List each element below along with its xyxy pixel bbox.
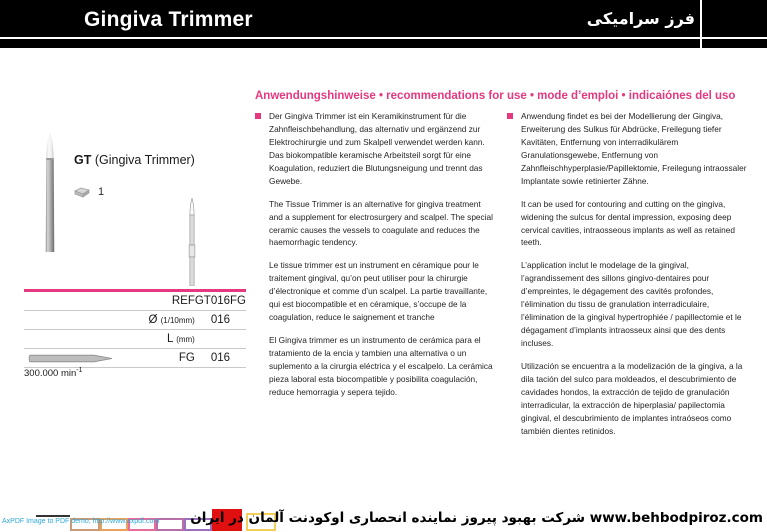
row-value [195,330,246,349]
row-label [133,349,195,368]
row-label [133,330,195,349]
gingiva-trimmer-instrument-icon [42,132,58,252]
paragraph-text: L’application inclut le modelage de la gingival, l’agrandissement des sillons gingivo-dentaires pour d’empreintes, le dégagement des cavités profondes, l’élimination du tissu de granulation interradiculaire, l’élimination de la gingival hypertrophiée / papillectomie et le dégagament d’implants intraosseux ainsi que des dents incluses. [521,260,742,348]
paragraph [255,334,495,399]
paragraph [507,259,747,350]
paragraph-text: Le tissue trimmer est un instrument en céramique pour le traitement gingival, qu’on peut utiliser pour la chirurgie d’électronique et comme d’un scalpel. La partie travaillante, qui est biocompatible et en céramique, s’occupe de la coagulation, reduce le saignement et tranche [269,260,488,323]
shank-cell [24,292,133,311]
box-icon [74,186,90,198]
table-row [24,292,246,311]
header-bar-secondary [0,39,767,48]
row-value: GT016FG [194,295,246,307]
max-speed-exponent: -1 [76,367,83,374]
product-panel [0,48,252,508]
max-speed-label [24,367,83,379]
paragraph-text: El Gingiva trimmer es un instrumento de cerámica para el tratamiento de la encia y tambien una alternativa o un suplemento a la cirurgia eléctrica y el escalpelo. La cerámica pieza laboral esta biocompatible y posibilita coagulación, reduce hemorragia y sepera tejido. [269,335,493,397]
paragraph [255,110,495,188]
pack-quantity-value: 1 [98,186,105,198]
pack-quantity-row [74,186,104,198]
paragraph [507,110,747,188]
shank-cell [24,349,133,368]
row-value: 016 [210,352,231,364]
table-row [24,330,246,349]
watermark-text: AxPDF Image to PDF demo, http://www.axpdf.com [2,518,160,525]
paragraph-text: Anwendung findet es bei der Modellierung der Gingiva, Erweiterung des Sulkus für Abdrücke, Freilegung tiefer Kavitäten, Entfernung von interradikulärem Granulationsgewebe, Entfernung von Zahnfleischhyperplasie/Papillektomie, Freilegung intraossaler Implantate sowie retinierter Zähne. [521,111,747,186]
paragraph-text: The Tissue Trimmer is an alternative for gingiva treatment and a supplement for electrosurgery and scalpel. The special ceramic causes the vessels to coagulate and reduces the haemorrhagic tendency. [269,198,493,248]
row-label [133,311,195,330]
row-label-text: L [167,333,173,345]
specification-table [24,292,246,368]
table-row [24,311,246,330]
paragraph [507,360,747,438]
gingiva-trimmer-tip-icon [186,198,198,286]
footer-farsi: شرکت بهبود پیروز نماینده انحصاری اوکودنت آلمان در ایران [190,510,586,526]
shank-fg-icon [28,354,114,363]
row-label-text: Ø [148,314,158,326]
bullet-square-icon [507,113,513,119]
paragraph-text: It can be used for contouring and cutting on the gingiva, widening the sulcus for dental impression, exposing deep cervical cavities, intraosseous implants as well as retained teeth. [521,198,735,248]
shank-cell [24,330,133,349]
max-speed-value: 300.000 min [24,368,77,380]
product-code: GT [74,153,92,167]
header-farsi-title: فرز سرامیکی [586,9,695,28]
footer-company-text [190,510,763,526]
column-right [507,110,747,448]
column-left [255,110,495,409]
row-label-text: REF [171,295,195,307]
product-code-name: (Gingiva Trimmer) [94,153,195,167]
row-label-unit: (1/10mm) [160,316,195,325]
watermark-box [36,506,70,517]
row-label-unit: (mm) [176,335,195,344]
paragraph [507,198,747,250]
row-label [133,292,195,311]
table-row [24,349,246,368]
header-divider-secondary [700,39,702,48]
product-code-label [74,153,195,167]
paragraph [255,198,495,250]
section-title: Anwendungshinweise • recommendations for use • mode d’emploi • indicaiónes del uso [255,90,736,102]
footer-url[interactable]: www.behbodpiroz.com [589,510,763,526]
shank-cell [24,311,133,330]
color-swatch [156,518,184,531]
page-title: Gingiva Trimmer [84,8,253,31]
row-value: 016 [210,314,231,326]
paragraph-text: Utilización se encuentra a la modelización de la gingiva, a la dila tación del sulco para moldeados, el descubrimiento de cavidades hondos, la extracción de tejido de granulación interradicular, la extracción de hiperplasia/ papilectomia gingival, el descubrimiento de implantes intraóseos como también dientes retinidos. [521,360,743,436]
row-label-text: FG [178,352,195,364]
paragraph [255,259,495,324]
header-divider [700,0,702,37]
paragraph-text: Der Gingiva Trimmer ist ein Keramikinstrument für die Zahnfleischbehandlung, das alternativ und ergänzend zur Elektrochirurgie und zum Skalpell verwendet werden kann. Das biokompatible keramische Arbeitsteil sorgt für eine Koagulation, reduziert die Blutungsneigung und trennt das Gewebe. [269,111,485,186]
bullet-square-icon [255,113,261,119]
